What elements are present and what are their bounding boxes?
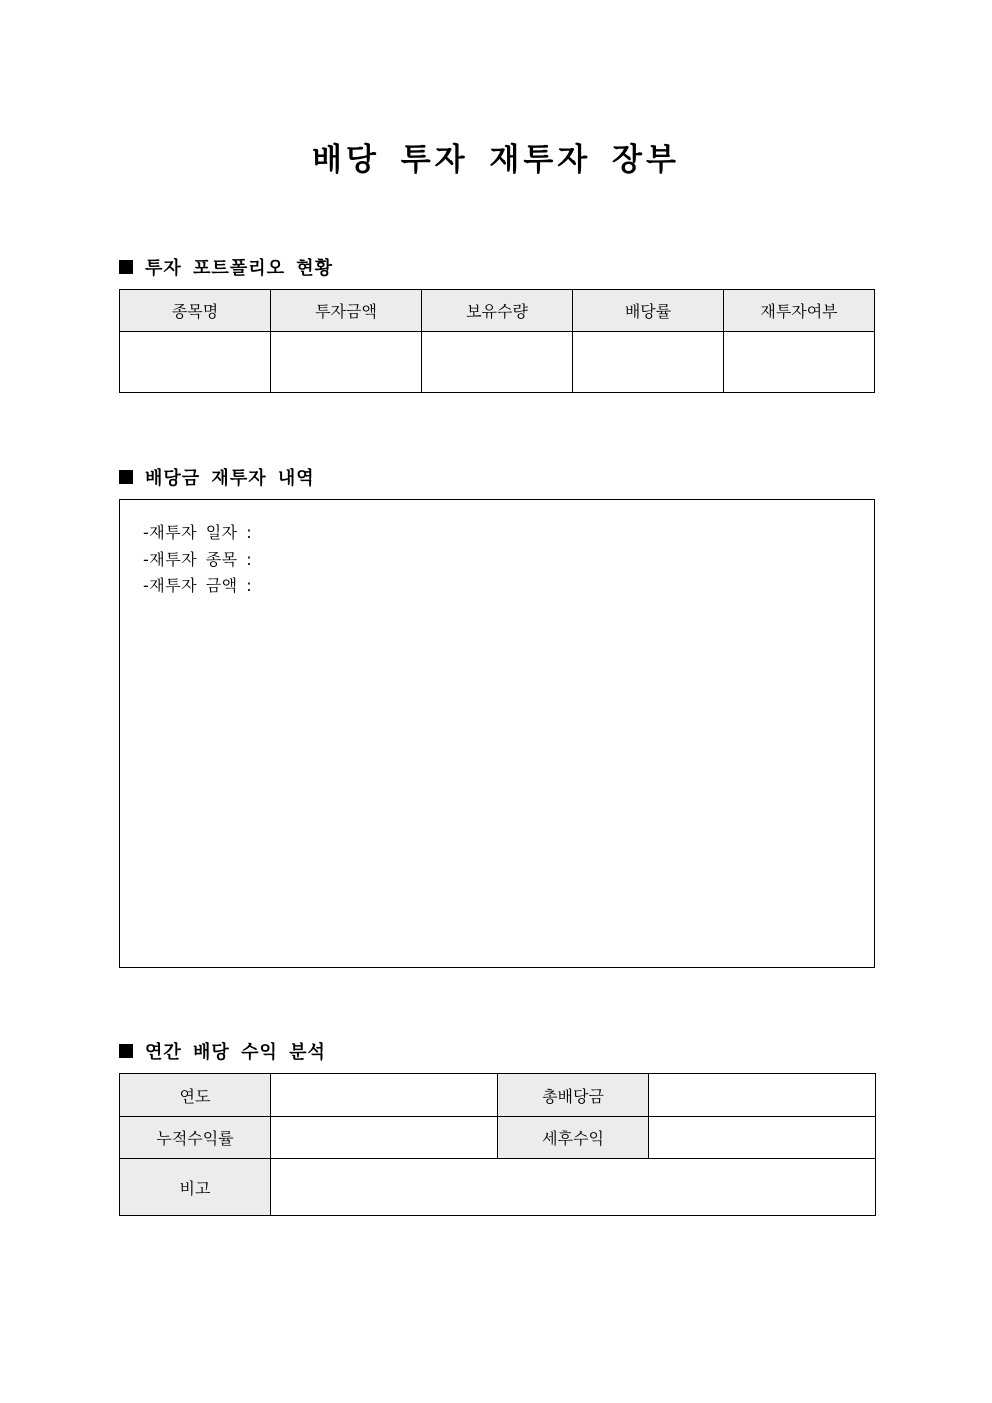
reinvest-amount-line: -재투자 금액 : — [143, 576, 253, 595]
cell-reinvest-status[interactable] — [724, 332, 875, 393]
column-header-dividend-rate: 배당률 — [573, 290, 724, 332]
portfolio-heading-text: 투자 포트폴리오 현황 — [145, 258, 334, 279]
cell-investment-amount[interactable] — [271, 332, 422, 393]
annual-analysis-table — [119, 1073, 876, 1216]
label-cumulative-return: 누적수익률 — [120, 1117, 271, 1159]
square-bullet-icon — [119, 260, 133, 274]
portfolio-table — [119, 289, 875, 393]
value-year[interactable] — [271, 1074, 498, 1117]
cell-holding-quantity[interactable] — [422, 332, 573, 393]
label-year: 연도 — [120, 1074, 271, 1117]
reinvest-heading-text: 배당금 재투자 내역 — [145, 468, 315, 489]
label-after-tax-profit: 세후수익 — [498, 1117, 649, 1159]
value-cumulative-return[interactable] — [271, 1117, 498, 1159]
reinvest-section-heading — [119, 464, 315, 490]
label-remarks: 비고 — [120, 1159, 271, 1216]
annual-section-heading — [119, 1038, 326, 1064]
column-header-reinvest-status: 재투자여부 — [724, 290, 875, 332]
cell-dividend-rate[interactable] — [573, 332, 724, 393]
page-title: 배당 투자 재투자 장부 — [312, 142, 680, 178]
label-total-dividend: 총배당금 — [498, 1074, 649, 1117]
value-total-dividend[interactable] — [649, 1074, 876, 1117]
value-remarks[interactable] — [271, 1159, 876, 1216]
square-bullet-icon — [119, 1044, 133, 1058]
cell-stock-name[interactable] — [120, 332, 271, 393]
column-header-stock-name: 종목명 — [120, 290, 271, 332]
reinvest-details-box[interactable] — [119, 499, 875, 968]
portfolio-section-heading — [119, 254, 333, 280]
annual-heading-text: 연간 배당 수익 분석 — [145, 1042, 326, 1063]
column-header-holding-quantity: 보유수량 — [422, 290, 573, 332]
value-after-tax-profit[interactable] — [649, 1117, 876, 1159]
column-header-investment-amount: 투자금액 — [271, 290, 422, 332]
square-bullet-icon — [119, 470, 133, 484]
reinvest-date-line: -재투자 일자 : — [143, 523, 253, 542]
reinvest-stock-line: -재투자 종목 : — [143, 550, 253, 569]
